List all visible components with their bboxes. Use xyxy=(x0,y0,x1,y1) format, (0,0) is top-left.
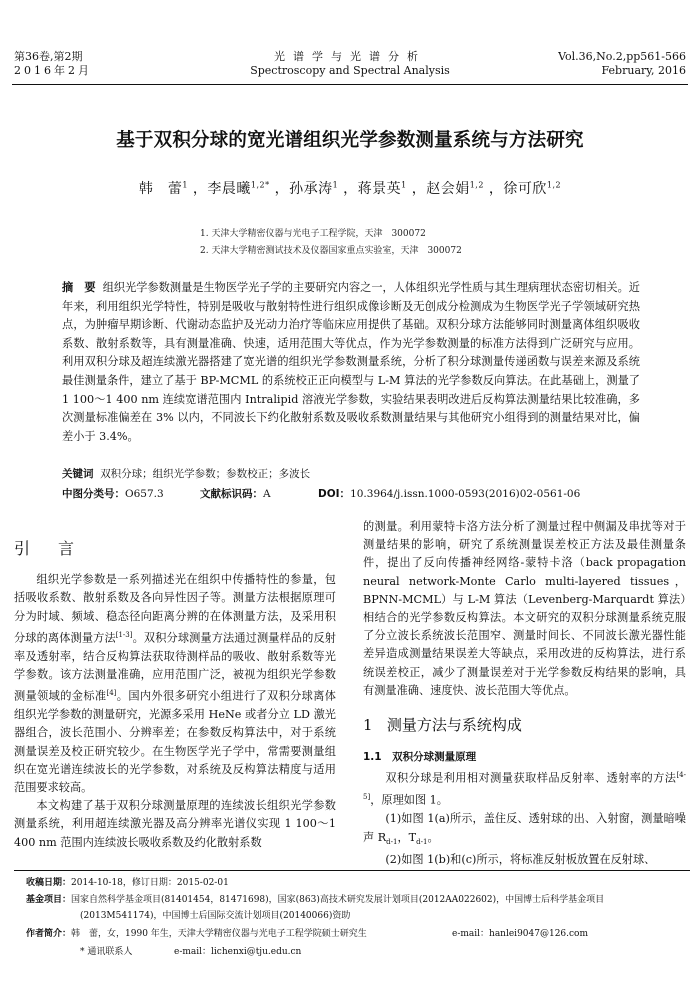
author-affiliation-mark: 1 xyxy=(401,180,407,190)
section-heading-introduction: 引 言 xyxy=(14,539,81,558)
section-title: 测量方法与系统构成 xyxy=(386,716,522,735)
footnote-funding-line2: (2013M541174)，中国博士后国际交流计划项目(20140066)资助 xyxy=(80,911,351,921)
header-rule xyxy=(12,84,688,85)
paragraph-text: 双积分球是利用相对测量获取样品反射率、透射率的方法 xyxy=(385,772,677,786)
paragraph-text: 。 xyxy=(427,830,439,844)
affiliation-1: 1. 天津大学精密仪器与光电子工程学院，天津 300072 xyxy=(200,229,426,239)
paragraph-text: ，T xyxy=(397,830,417,844)
citation: [4] xyxy=(106,689,117,698)
header-journal-en: Spectroscopy and Spectral Analysis xyxy=(250,64,450,77)
citation: [1-3] xyxy=(115,630,133,639)
paragraph: 本文构建了基于双积分球测量原理的连续波长组织光学参数测量系统，利用超连续激光器及高分辨率光谱仪实现 1 100～1 400 nm 范围内连续波长吸收系数及约化散射系数 xyxy=(14,799,336,849)
author-list xyxy=(0,178,700,198)
left-column xyxy=(14,540,336,852)
footnote-dates xyxy=(26,876,690,890)
subscript: d-1 xyxy=(386,837,398,846)
header-date-cn: 2016年2月 xyxy=(14,64,92,77)
right-column xyxy=(363,518,686,869)
section-heading-1 xyxy=(363,716,686,734)
paragraph xyxy=(363,810,686,851)
paragraph-text: 。双积分球测量方法通过测量样品的反射率及透射率，结合反构算法获取待测样品的吸收、散射系数等光学参数。该方法测量准确，应用范围广泛，被视为组织光学参数测量领域的金标准 xyxy=(14,631,336,703)
doi-label: DOI： xyxy=(318,488,351,500)
document-code xyxy=(200,486,271,501)
keywords xyxy=(62,466,310,481)
paragraph xyxy=(363,766,686,810)
clc-value: O657.3 xyxy=(125,488,164,500)
footnote-corresponding-email: e-mail：lichenxi@tju.edu.cn xyxy=(174,947,302,957)
affiliation-2: 2. 天津大学精密测试技术及仪器国家重点实验室，天津 300072 xyxy=(200,246,462,256)
keywords-text: 双积分球；组织光学参数；参数校正；多波长 xyxy=(100,468,311,480)
paragraph: (2)如图 1(b)和(c)所示，将标准反射板放置在反射球、 xyxy=(385,852,656,866)
document-code-label: 文献标识码： xyxy=(200,488,263,500)
document-code-value: A xyxy=(263,488,271,500)
footnote-dates-value: 2014-10-18，修订日期：2015-02-01 xyxy=(71,878,229,888)
author-affiliation-mark: 1,2 xyxy=(546,180,562,190)
author-affiliation-mark: 1 xyxy=(332,180,339,190)
footnote-funding xyxy=(26,893,690,907)
header-volume-cn: 第36卷,第2期 xyxy=(14,50,83,63)
abstract xyxy=(62,279,640,446)
header-issue-block xyxy=(558,50,686,78)
paragraph xyxy=(14,571,336,797)
author-name: ，孙承涛 xyxy=(274,181,333,197)
doi xyxy=(318,486,580,501)
author-name: ，李晨曦 xyxy=(192,181,251,197)
footnote-author-label: 作者简介： xyxy=(26,929,72,939)
author-affiliation-mark: 1,2 xyxy=(469,180,484,190)
footnote-dates-label: 收稿日期： xyxy=(26,878,72,888)
footnote-rule xyxy=(14,870,690,871)
header-journal-cn: 光谱学与光谱分析 xyxy=(274,50,426,63)
abstract-text: 组织光学参数测量是生物医学光子学的主要研究内容之一，人体组织光学性质与其生理病理状态密切相关。近年来，利用组织光学特性，特别是吸收与散射特性进行组织成像诊断及无创成分检测成为生物医学光子学领域研究热点，为肿瘤早期诊断、代谢动态监护及光动力治疗等临床应用提供了基础。双积分球方法能够同时测量离体组织吸收系数、散射系数等，具有测量准确、快速，适用范围大等优点，作为光学参数测量的标准方法得到广泛研究与应用。利用双积分球及超连续激光器搭建了宽光谱的组织光学参数测量系统，分析了积分球测量传递函数与误差来源及系统最佳测量条件，建立了基于 BP-MCML 的系统校正正向模型与 L-M 算法的光学参数反向算法。在此基础上，测量了 1 100～1 400 nm 连续宽谱范围内 Intralipid 溶液光学参数，实验结果表明改进后反构算法测量结果比较准确，多次测量标准偏差在 3% 以内，不同波长下约化散射系数及吸收系数测量结果与其他研究小组得到的测量结果对比，偏差小于 3.4%。 xyxy=(62,281,640,443)
subscript: d-1 xyxy=(416,837,428,846)
author-name: ，徐可欣 xyxy=(488,181,547,197)
paragraph-text: 。国内外很多研究小组进行了双积分球离体组织光学参数的测量研究，光源多采用 HeNe 或者分立 LD 激光器组合，波长范围小、分辨率差；在参数反构算法中，对于系统测量误差及校正研究较少。在生物医学光子学中，常需要测量组织在宽光谱连续波长的光学参数，对系统及反构算法精度与适用范围要求较高。 xyxy=(14,689,336,794)
footnote-corresponding: * 通讯联系人 xyxy=(80,947,133,957)
abstract-label: 摘 要 xyxy=(62,281,96,294)
footnote-author-email: e-mail：hanlei9047@126.com xyxy=(452,929,589,939)
keywords-label: 关键词 xyxy=(62,468,94,480)
paragraph-text: 组织光学参数是一系列描述光在组织中传播特性的参量，包括吸收系数、散射系数及各向异性因子等。测量方法根据原理可分为时域、频域、稳态径向距离分辨的在体测量方法，及采用积分球的离体测量方法 xyxy=(14,573,336,645)
footnote-funding-label: 基金项目： xyxy=(26,895,72,905)
subsection-heading-1-1: 1.1 双积分球测量原理 xyxy=(363,751,477,764)
paragraph-text: ，原理如图 1。 xyxy=(370,794,448,808)
footnote-author-info: 韩 蕾，女，1990 年生，天津大学精密仪器与光电子工程学院硕士研究生 xyxy=(71,929,367,939)
header-volume-en: Vol.36,No.2,pp561-566 xyxy=(558,50,686,63)
paragraph: 的测量。利用蒙特卡洛方法分析了测量过程中侧漏及串扰等对于测量结果的影响，研究了系统测量误差校正方法及最佳测量条件，提出了反向传播神经网络-蒙特卡洛（back propagation neural network-Monte Carlo multi-layered tissues，BPNN-MCML）与 L-M 算法（Levenberg-Marquardt 算法）相结合的光学参数反构算法。本文研究的双积分球测量系统克服了分立波长系统波长范围窄、测量时间长、不同波长激光器性能差异造成测量结果误差大等缺点，采用改进的反构算法，进行系统误差校正，减少了测量误差对于光学参数反构结果的影响，具有测量准确、速度快、波长范围大等优点。 xyxy=(363,520,686,697)
doi-value: 10.3964/j.issn.1000-0593(2016)02-0561-06 xyxy=(350,488,581,500)
paragraph-text: (1)如图 1(a)所示，盖住反、透射球的出、入射窗，测量暗噪声 R xyxy=(363,812,686,844)
author-affiliation-mark: 1 xyxy=(182,180,188,190)
author-name: 韩 蕾 xyxy=(138,181,183,197)
header-date-en: February, 2016 xyxy=(601,64,686,77)
author-name: ，赵会娟 xyxy=(411,181,470,197)
section-number: 1 xyxy=(363,716,373,735)
footnote-funding-line1: 国家自然科学基金项目(81401454，81471698)，国家(863)高技术研究发展计划项目(2012AA022602)，中国博士后科学基金项目 xyxy=(71,895,605,905)
clc-label: 中图分类号： xyxy=(62,488,125,500)
paper-title: 基于双积分球的宽光谱组织光学参数测量系统与方法研究 xyxy=(116,130,584,151)
author-name: ，蒋景英 xyxy=(343,181,402,197)
clc-number xyxy=(62,486,164,501)
author-affiliation-mark: 1,2* xyxy=(250,180,270,190)
citation: [4-5] xyxy=(363,771,686,802)
